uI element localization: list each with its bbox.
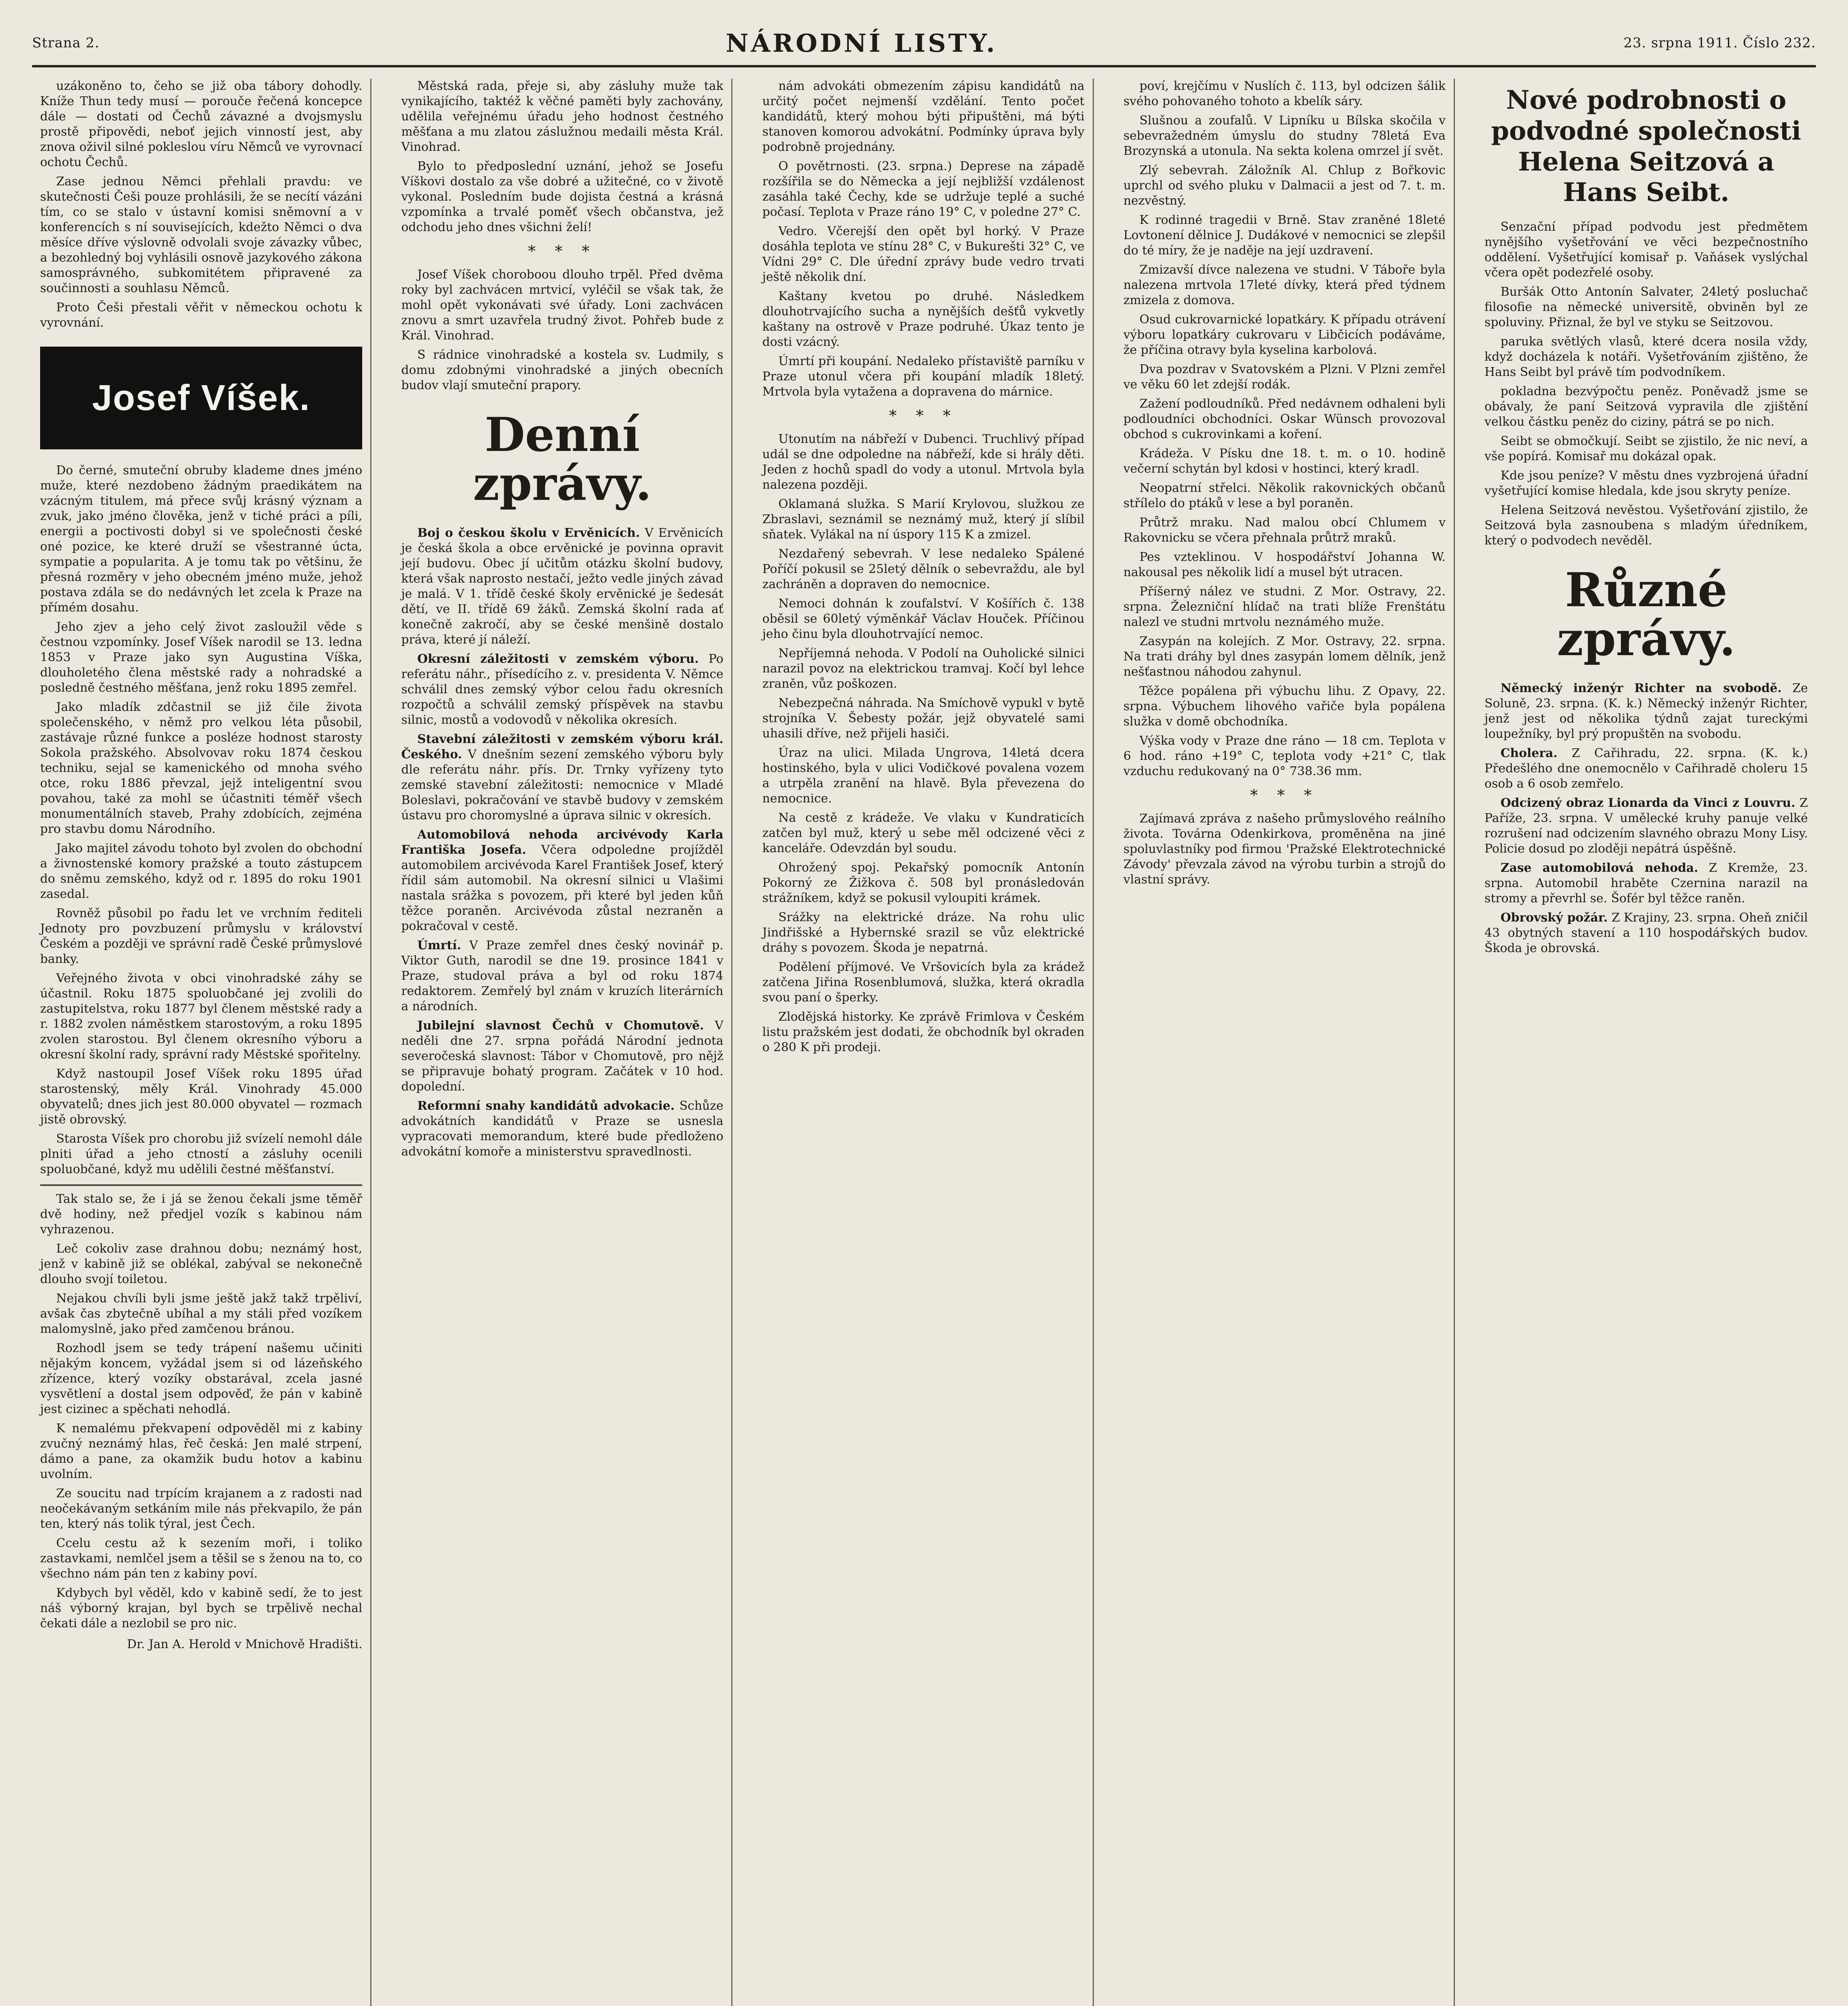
news-headline: Zase automobilová nehoda. — [1500, 861, 1698, 875]
news-paragraph: Vedro. Včerejší den opět byl horký. V Praze dosáhla teplota ve stínu 28° C, v Bukurešti 32° C, ve Vídni 29° C. Dle úřední zprávy bude vedro trvati ještě několik dní. — [762, 224, 1085, 284]
news-headline: Okresní záležitosti v zemském výboru. — [417, 652, 699, 666]
obituary-paragraph: Veřejného života v obci vinohradské záhy se účastnil. Roku 1875 spoluobčané jej zvolili do zastupitelstva, roku 1877 byl členem městské rady a r. 1882 zvolen náměstkem starostovým, a roku 1895 zvolen starostou. Byl členem okresního výboru a okresní školní rady, správní rady Městské spořitelny. — [40, 971, 363, 1062]
article-paragraph: Buršák Otto Antonín Salvater, 24letý posluchač filosofie na německé universitě, obviněn byl ze spoluviny. Přiznal, že byl ve styku se Seitzovou. — [1484, 285, 1808, 330]
news-paragraph: Ohrožený spoj. Pekařský pomocník Antonín Pokorný ze Žižkova č. 508 byl pronásledován strážníkem, když se pokusil vyloupiti krámek. — [762, 861, 1085, 905]
news-item — [1485, 910, 1808, 956]
news-headline: Úmrtí. — [417, 938, 461, 952]
news-paragraph: Zmizavší dívce nalezena ve studni. V Táboře byla nalezena mrtvola 17leté dívky, která před týdnem zmizela z domova. — [1123, 263, 1446, 307]
news-paragraph: Nebezpečná náhrada. Na Smíchově vypukl v bytě strojníka V. Šebesty požár, jejž obyvatelé sami uhasili dříve, než přijeli hasiči. — [762, 696, 1085, 741]
news-headline: Jubilejní slavnost Čechů v Chomutově. — [417, 1018, 704, 1033]
article-paragraph: Zase jednou Němci přehlali pravdu: ve skutečnosti Češi pouze prohlásili, že se necítí vázáni tím, co se stalo v ústavní komisi sněmovní a v konferencích s ní souvisejících, kdežto Němci o dva měsíce dříve výslovně odvolali svoje závazky vůbec, a bezohledný boj vyhlásili osnově jazykového zákona samosprávného, subkomitétem připravené za součinnosti a souhlasu Němců. — [40, 175, 363, 295]
news-item — [1485, 861, 1808, 906]
article-paragraph: Helena Seitzová nevěstou. Vyšetřování zjistilo, že Seitzová byla zasnoubena s mladým úředníkem, který o podvodech nevěděl. — [1484, 503, 1808, 548]
column-5 — [1477, 79, 1816, 2006]
news-item — [401, 732, 723, 823]
lead-article-title: Nové podrobnosti o podvodné společnosti Helena Seitzová a Hans Seibt. — [1491, 85, 1801, 208]
news-text: Z Paříže, 23. srpna. V umělecké kruhy panuje velké rozrušení nad odcizením slavného obrazu Mony Lisy. Policie dosud po zloději nepátrá úspěšně. — [1484, 796, 1808, 856]
news-item — [401, 1018, 723, 1094]
article-paragraph: Bylo to předposlední uznání, jehož se Josefu Víškovi dostalo za vše dobré a užitečné, co v životě vykonal. Posledním bude dojista čestná a krásná vzpomínka a trvalé poměť všech občanstva, jež odchodu jeho dnes všichni želí! — [401, 159, 724, 234]
feuilleton-paragraph: K nemalému překvapení odpověděl mi z kabiny zvučný neznámý hlas, řeč česká: Jen malé strpení, dámo a pane, za okamžik budu hotov a kabinu uvolním. — [40, 1421, 363, 1481]
news-paragraph: Utonutím na nábřeží v Dubenci. Truchlivý případ udál se dne odpoledne na nábřeží, kde si hrály děti. Jeden z hochů spadl do vody a utonul. Mrtvola byla nalezena později. — [762, 432, 1085, 492]
article-paragraph: Josef Víšek choroboou dlouho trpěl. Před dvěma roky byl zachvácen mrtvicí, vyléčil se však tak, že mohl opět vykonávati své úřady. Loni zachvácen znovu a smrt uzavřela trudný život. Pohřeb bude z Král. Vinohrad. — [401, 268, 724, 343]
obituary-heading-box — [40, 347, 362, 449]
obituary-paragraph: Starosta Víšek pro chorobu již svízelí nemohl dále plniti úřad a jeho ctností a zásluhy ocenili spoluobčané, když mu udělili čestné měšťanství. — [40, 1132, 363, 1176]
news-item — [401, 827, 723, 934]
feuilleton-paragraph: Ccelu cestu až k sezením moři, i toliko zastavkami, nemlčel jsem a těšil se s ženou na to, co všechno nám pán ten z kabiny poví. — [40, 1536, 363, 1581]
news-paragraph: Na cestě z krádeže. Ve vlaku v Kundraticích zatčen byl muž, který u sebe měl odcizené věci z kanceláře. Odevzdán byl soudu. — [762, 811, 1085, 855]
feuilleton-paragraph: Leč cokoliv zase drahnou dobu; neznámý host, jenž v kabině již se oblékal, zabýval se nekonečně dlouho svojí toiletou. — [40, 1242, 363, 1286]
news-headline: Cholera. — [1500, 746, 1558, 760]
news-paragraph: Zajímavá zpráva z našeho průmyslového reálního života. Továrna Odenkirkova, proměněna na jiné spoluvlastníky pod firmou 'Pražské Elektrotechnické Závody' převzala závod na výrobu turbin a strojů do vlastní správy. — [1123, 812, 1446, 887]
news-text: V dnešním sezení zemského výboru byly dle referátu náhr. přís. Dr. Trnky vyřízeny tyto zemské stavební záležitosti: nemocnice v Mladé Boleslavi, pokračování ve stavbě budovy v zemském ústavu pro choromyslné a úprava silnic v okresích. — [401, 747, 724, 822]
article-paragraph: Kde jsou peníze? V městu dnes vyzbrojená úřadní vyšetřující komise hledala, kde jsou skryty peníze. — [1484, 469, 1808, 498]
article-paragraph: pokladna bezvýpočtu peněz. Poněvadž jsme se obávaly, že paní Seitzová vypravila dle zjištění velkou částku peněz do ciziny, pátrá se po nich. — [1484, 384, 1808, 429]
page-label: Strana 2. — [32, 35, 99, 51]
feuilleton-paragraph: Ze soucitu nad trpícím krajanem a z radosti nad neočekávaným setkáním mile nás překvapilo, že pán ten, který nás tolik týral, jest Čech. — [40, 1486, 363, 1531]
news-paragraph: Krádeža. V Písku dne 18. t. m. o 10. hodině večerní schytán byl kdosi v hostinci, který kradl. — [1123, 447, 1446, 476]
section-divider — [40, 1184, 362, 1186]
news-paragraph: Zasypán na kolejích. Z Mor. Ostravy, 22. srpna. Na trati dráhy byl dnes zasypán lomem dělník, jenž nešťastnou náhodou zahynul. — [1123, 634, 1446, 679]
obituary-paragraph: Jeho zjev a jeho celý život zasloužil věde s čestnou vzpomínky. Josef Víšek narodil se 13. ledna 1853 v Praze jako syn Augustina Víška, dlouholetého člena městské rady a nohradské a posledně čestného měšťana, jenž roku 1895 zemřel. — [40, 620, 363, 695]
news-text: Ze Soluně, 23. srpna. (K. k.) Německý inženýr Richter, jenž jest od několika týdnů zajat tureckými loupežníky, byl prý propuštěn na svobodu. — [1484, 681, 1808, 741]
news-text: V Ervěnicích je česká škola a obce ervěnické je povinna opravit její budovu. Obec jí učitům otázku školní budovy, která však naprosto nestačí, ježto vedle jiných závad je malá. V 1. třídě české školy ervěnické je šedesát dětí, ve II. třídě 69 žáků. Zemská školní rada ať konečně zakročí, aby se české menšině dostalo práva, které jí náleží. — [401, 526, 724, 647]
news-item — [401, 526, 723, 648]
news-text: Včera odpoledne projížděl automobilem arcivévoda Karel František Josef, který řídil sám automobil. Na okresní silnici u Vlašimi nastala srážka s povozem, při které byl jeden kůň těžce poraněn. Arcivévoda zůstal nezraněn a pokračoval v cestě. — [401, 843, 724, 933]
news-paragraph: Výška vody v Praze dne ráno — 18 cm. Teplota v 6 hod. ráno +19° C, teplota vody +21° C, tlak vzduchu redukovaný na 0° 738.36 mm. — [1123, 734, 1446, 778]
separator-stars: * * * — [528, 242, 597, 260]
news-paragraph: poví, krejčímu v Nuslích č. 113, byl odcizen šálik svého pohovaného tohoto a kbelík sáry. — [1123, 79, 1446, 108]
news-headline: Obrovský požár. — [1500, 910, 1608, 925]
column-4 — [1116, 79, 1455, 2006]
columns-container — [32, 79, 1816, 2006]
news-text: Z Cařihradu, 22. srpna. (K. k.) Předešlého dne onemocnělo v Cařihradě choleru 15 osob a 6 osob zemřelo. — [1484, 746, 1808, 791]
news-headline: Stavební záležitosti v zemském výboru král. Českého. — [401, 732, 724, 761]
news-text: Schůze advokátních kandidátů v Praze se usnesla vypracovati memorandum, které bude předloženo advokátní komoře a ministerstvu spravedlnosti. — [401, 1098, 724, 1159]
news-paragraph: K rodinné tragedii v Brně. Stav zraněné 18leté Lovtonení dělnice J. Dudákové v nemocnici se zlepšil do té míry, že je naděje na její uzdravení. — [1123, 213, 1446, 258]
news-paragraph: Zlodějská historky. Ke zprávě Frimlova v Českém listu pražském jest dodati, že obchodník byl okraden o 280 K při prodeji. — [762, 1010, 1085, 1054]
separator-stars: * * * — [889, 407, 958, 424]
news-text: Z Krajiny, 23. srpna. Oheň zničil 43 obytných stavení a 110 hospodářských budov. Škoda je obrovská. — [1484, 910, 1808, 955]
news-item — [1485, 681, 1808, 742]
feuilleton-paragraph: Kdybych byl věděl, kdo v kabině sedí, že to jest náš výborný krajan, byl bych se trpělivě nechal čekati dále a nezlobil se pro nic. — [40, 1586, 363, 1630]
column-2 — [393, 79, 732, 2006]
news-paragraph: Slušnou a zoufalů. V Lipníku u Bílska skočila v sebevražedném úmyslu do studny 78letá Eva Brozynská a utonula. Na sekta kolena omrzel jí svět. — [1123, 114, 1446, 158]
news-headline: Reformní snahy kandidátů advokacie. — [417, 1098, 675, 1113]
news-headline: Německý inženýr Richter na svobodě. — [1500, 681, 1782, 695]
column-3 — [754, 79, 1093, 2006]
news-headline: Automobilová nehoda arcivévody Karla Františka Josefa. — [401, 827, 724, 857]
news-item — [401, 652, 723, 728]
news-text: V Praze zemřel dnes český novinář p. Viktor Guth, narodil se dne 19. prosince 1841 v Praze, studoval práva a byl od roku 1874 redaktorem. Zemřelý byl znám v kruzích literárních a národních. — [401, 938, 724, 1013]
obituary-paragraph: Jako majitel závodu tohoto byl zvolen do obchodní a živnostenské komory pražské a touto zástupcem do sněmu zemského, když od r. 1895 do roku 1901 zasedal. — [40, 841, 363, 901]
news-paragraph: Srážky na elektrické dráze. Na rohu ulic Jindřišské a Hybernské srazil se vůz elektrické dráhy s povozem. Škoda je nepatrná. — [762, 910, 1085, 955]
section-title-ruzne-zpravy: Různé zprávy. — [1557, 563, 1736, 666]
news-paragraph: Podělení příjmové. Ve Vršovicích byla za krádež zatčena Jiřina Rosenblumová, služka, která okradla svou paní o šperky. — [762, 960, 1085, 1005]
news-paragraph: Těžce popálena při výbuchu lihu. Z Opavy, 22. srpna. Výbuchem lihového vařiče byla popálena služka v domě obchodníka. — [1123, 684, 1446, 729]
article-paragraph: S rádnice vinohradské a kostela sv. Ludmily, s domu zdobnými vinohradské a jiných obecních budov vlají smuteční prapory. — [401, 348, 724, 392]
news-headline: Odcizený obraz Lionarda da Vinci z Louvru. — [1500, 796, 1795, 810]
news-paragraph: Nepříjemná nehoda. V Podolí na Ouholické silnici narazil povoz na elektrickou tramvaj. Kočí byl lehce zraněn, vůz poškozen. — [762, 646, 1085, 691]
news-item — [401, 1098, 723, 1159]
news-text: Po referátu náhr., přísedícího z. v. presidenta V. Němce schválil dnes zemský výbor celou řadu okresních rozpočtů a schválil zemský příspěvek na stavbu silnic, mostů a vodovodů v několika okresích. — [401, 652, 724, 727]
news-paragraph: Nemoci dohnán k zoufalství. V Košířích č. 138 oběsil se 60letý výměnkář Václav Houček. Příčinou jeho činu byla dlouhotrvající nemoc. — [762, 597, 1085, 641]
article-paragraph: Proto Češi přestali věřit v německou ochotu k vyrovnání. — [40, 300, 363, 330]
news-paragraph: Zažení podloudníků. Před nedávnem odhaleni byli podloudníci obchodníci. Oskar Wünsch provozoval obchod s cukrovinkami a koření. — [1123, 397, 1446, 441]
news-paragraph: Úmrtí při koupání. Nedaleko přístaviště parníku v Praze utonul včera při koupání mladík 18letý. Mrtvola byla vytažena a dopravena do márnice. — [762, 354, 1085, 399]
feuilleton-paragraph: Nejakou chvíli byli jsme ještě jakž takž trpěliví, avšak čas zbytečně ubíhal a my stáli před vozíkem malomyslně, jako před zamčenou bránou. — [40, 1291, 363, 1336]
news-paragraph: Neopatrní střelci. Několik rakovnických občanů střílelo do ptáků v lese a byl poraněn. — [1123, 481, 1446, 510]
separator-stars: * * * — [1250, 786, 1319, 804]
obituary-title: Josef Víšek. — [92, 378, 310, 418]
article-paragraph: paruka světlých vlasů, které dcera nosila vždy, když docházela k notáři. Vyšetřováním zjištěno, že Hans Seibt byl právě tím podvodníkem. — [1484, 335, 1808, 380]
news-item — [1485, 796, 1808, 857]
obituary-paragraph: Když nastoupil Josef Víšek roku 1895 úřad starostenský, měly Král. Vinohrady 45.000 obyvatelů; dnes jich jest 80.000 obyvatel — rozmach jistě obrovský. — [40, 1067, 363, 1127]
obituary-paragraph: Jako mladík zdčastnil se již čile života společenského, v němž pro velkou léta působil, zastávaje různé funkce a posléze hodnost starosty Sokola pražského. Absolvovav roku 1874 českou techniku, sejal se kamenického od mnoha svého otce, roku 1886 převzal, jejž inteligentní svou povahou, také za mohl se účastniti téměř všech monumentálních staveb, Prahy zdobících, zejména pro stavbu domu Národního. — [40, 700, 363, 836]
news-text: V neděli dne 27. srpna pořádá Národní jednota severočeská slavnost: Tábor v Chomutově, pro nějž se připravuje bohatý program. Začátek v 10 hod. dopolední. — [401, 1018, 724, 1094]
news-paragraph: Příšerný nález ve studni. Z Mor. Ostravy, 22. srpna. Železniční hlídač na trati blíže Frenštátu nalezl ve studni mrtvolu neznámého muže. — [1123, 585, 1446, 629]
section-title-denni-zpravy: Denní zprávy. — [473, 408, 652, 511]
feuilleton-paragraph: Rozhodl jsem se tedy trápení našemu učiniti nějakým koncem, vyžádal jsem si od lázeňského zřízence, který vozíky obstarával, zcela jasné vysvětlení a dostal jsem odpověď, že pán v kabině jest cizinec a spěchati nehodlá. — [40, 1341, 363, 1416]
article-paragraph: uzákoněno to, čeho se již oba tábory dohodly. Kníže Thun tedy musí — porouče řečená koncepce dále — dostati od Čechů závazné a dvojsmyslu prostě připovědi, neboť jejich vinností jest, aby znova oživil silné pokleslou víru Němců ve vyrovnací ochotu Čechů. — [40, 79, 363, 169]
feuilleton-paragraph: Tak stalo se, že i já se ženou čekali jsme těměř dvě hodiny, než předjel vozík s kabinou nám vyhrazenou. — [40, 1192, 363, 1236]
article-paragraph: Seibt se območkují. Seibt se zjistilo, že nic neví, a vše popírá. Komisař mu dokázal opak. — [1484, 434, 1808, 464]
article-paragraph: Městská rada, přeje si, aby zásluhy muže tak vynikajícího, taktéž k věčné paměti byly zachovány, udělila veřejnému úřadu jeho hodnost čestného měšťana a mu zlatou záslužnou medaili města Král. Vinohrad. — [401, 79, 724, 154]
obituary-paragraph: Rovněž působil po řadu let ve vrchním řediteli Jednoty pro povzbuzení průmyslu v království Českém a později ve správní radě České průmyslové banky. — [40, 906, 363, 966]
obituary-paragraph: Do černé, smuteční obruby klademe dnes jméno muže, které nezdobeno žádným praedikátem na vzácným titulem, má přece svůj krásný význam a zvuk, jako jméno člověka, jenž v tiché práci a píli, energii a poctivosti dobyl si ve společnosti české oné pozice, ke které druží se všestranné úcta, sympatie a popularita. A je tomu tak po většinu, že přesná rozměry v jeho obecném jméno muže, jehož postava zdála se do nedávných let zcela k Praze na přímém dosahu. — [40, 463, 363, 615]
news-paragraph: O povětrnosti. (23. srpna.) Deprese na západě rozšířila se do Německa a její nejbližší vzdálenost zasáhla také Čechy, kde se udržuje teplé a suché počasí. Teplota v Praze ráno 19° C, v poledne 27° C. — [762, 159, 1085, 219]
masthead — [32, 21, 1816, 67]
newspaper-title: NÁRODNÍ LISTY. — [726, 28, 997, 58]
news-paragraph: nám advokáti obmezením zápisu kandidátů na určitý počet nejmenší vzdělání. Tento počet kandidátů, který mohou býti připuštěni, má býti stanoven komorou advokátní. Podmínky úprava byly podrobně projednány. — [762, 79, 1085, 154]
news-paragraph: Průtrž mraku. Nad malou obcí Chlumem v Rakovnicku se včera přehnala průtrž mraků. — [1123, 516, 1446, 545]
news-item — [1485, 746, 1808, 792]
news-paragraph: Úraz na ulici. Milada Ungrova, 14letá dcera hostinského, byla v ulici Vodičkové povalena vozem a utrpěla zranění na hlavě. Byla převezena do nemocnice. — [762, 746, 1085, 806]
news-paragraph: Pes vzteklinou. V hospodářství Johanna W. nakousal pes několik lidí a musel být utracen. — [1123, 550, 1446, 579]
news-paragraph: Kaštany kvetou po druhé. Následkem dlouhotrvajícího sucha a nynějších dešťů vykvetly kaštany na ostrově v Praze podruhé. Úkaz tento je dosti vzácný. — [762, 289, 1085, 349]
news-item — [401, 938, 723, 1014]
news-paragraph: Zlý sebevrah. Záložník Al. Chlup z Bořkovic uprchl od svého pluku v Dalmacii a jest od 7. t. m. nezvěstný. — [1123, 163, 1446, 208]
column-1 — [32, 79, 371, 2006]
news-paragraph: Oklamaná služka. S Marií Krylovou, služkou ze Zbraslavi, seznámil se neznámý muž, který jí slíbil sňatek. Vylákal na ní úspory 115 K a zmizel. — [762, 497, 1085, 542]
author-signature: Dr. Jan A. Herold v Mnichově Hradišti. — [127, 1637, 363, 1651]
news-paragraph: Osud cukrovarnické lopatkáry. K případu otrávení výboru lopatkáry cukrovaru v Libčicích podáváme, že příčina otravy byla kyselina karbolová. — [1123, 313, 1446, 357]
article-paragraph: Senzační případ podvodu jest předmětem nynějšího vyšetřování ve věci bezpečnostního oddělení. Vyšetřující komisař p. Vaňásek vyslýchal včera opět podezřelé osoby. — [1484, 220, 1808, 280]
news-paragraph: Dva pozdrav v Svatovském a Plzni. V Plzni zemřel ve věku 60 let zdejší rodák. — [1123, 362, 1446, 392]
news-paragraph: Nezdařený sebevrah. V lese nedaleko Spálené Poříčí pokusil se 25letý dělník o sebevraždu, ale byl zachráněn a dopraven do nemocnice. — [762, 547, 1085, 591]
news-headline: Boj o českou školu v Ervěnicích. — [417, 526, 640, 540]
date-issue: 23. srpna 1911. Číslo 232. — [1623, 35, 1816, 51]
news-text: Z Kremže, 23. srpna. Automobil hraběte Czernina narazil na stromy a převrhl se. Šofér byl těžce raněn. — [1484, 861, 1808, 906]
